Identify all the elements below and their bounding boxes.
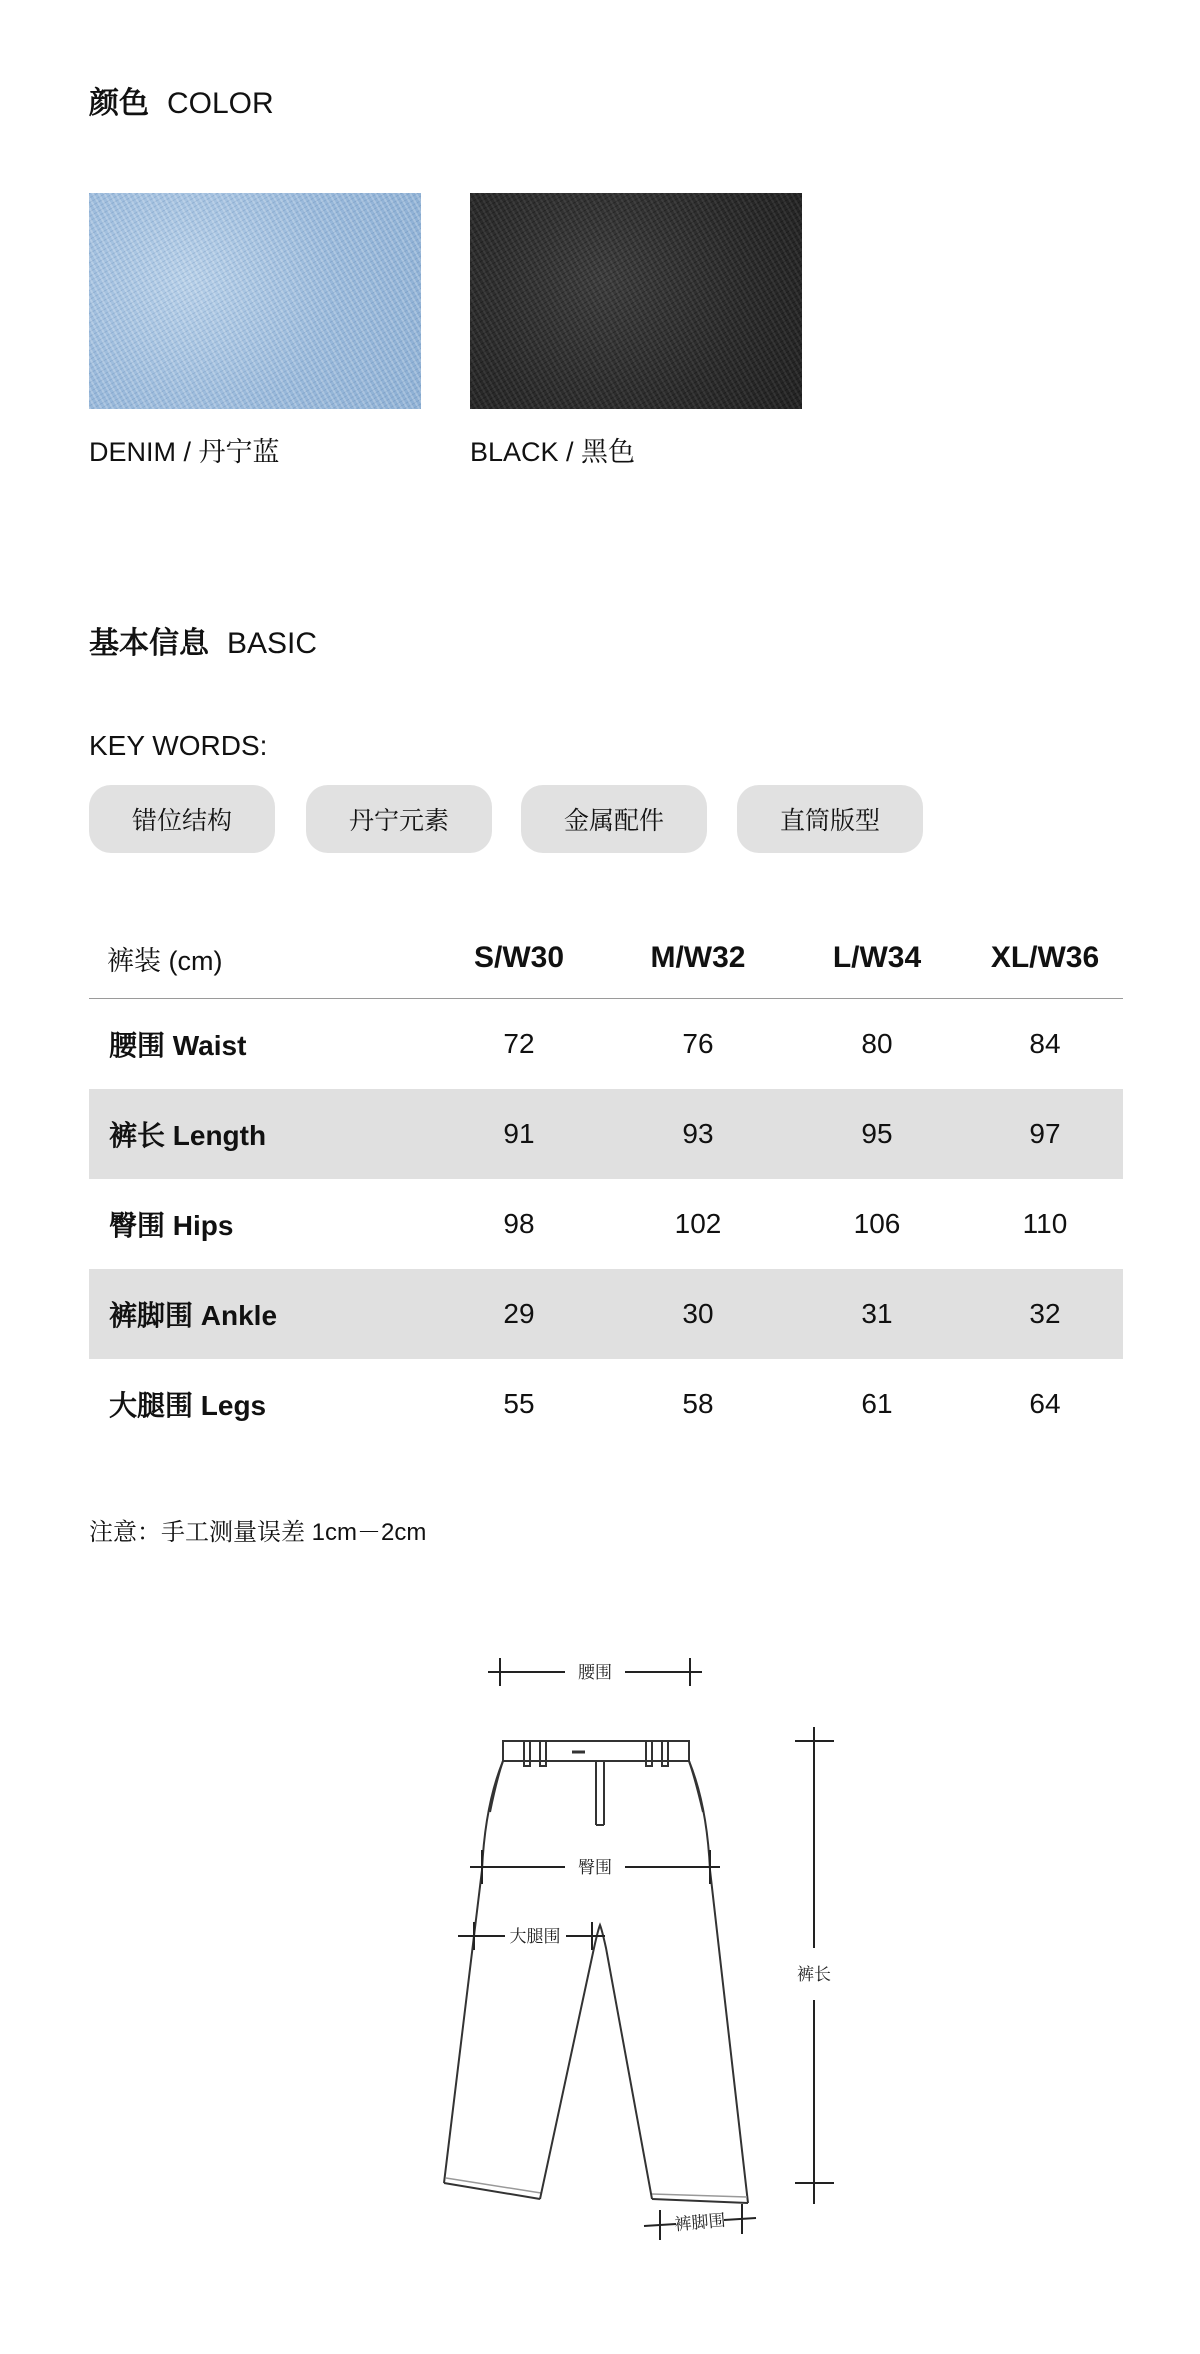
row-label: 臀围 Hips xyxy=(109,1210,234,1241)
cell-value: 98 xyxy=(503,1208,535,1239)
cell-value: 32 xyxy=(967,1269,1123,1359)
cell-value: 97 xyxy=(967,1089,1123,1179)
hips-label: 臀围 xyxy=(578,1858,612,1877)
basic-title-en: BASIC xyxy=(227,627,318,660)
cell-value: 64 xyxy=(1029,1388,1061,1419)
cell-value: 30 xyxy=(609,1269,787,1359)
color-title-en: COLOR xyxy=(167,87,274,120)
cell-value: 55 xyxy=(503,1388,535,1419)
ankle-label: 裤脚围 xyxy=(673,2210,727,2235)
keyword-chip: 丹宁元素 xyxy=(306,785,492,853)
cell-value: 106 xyxy=(853,1208,901,1239)
black-swatch-label: BLACK / 黑色 xyxy=(470,437,636,467)
keyword-chip: 直筒版型 xyxy=(737,785,923,853)
denim-swatch-label: DENIM / 丹宁蓝 xyxy=(89,437,280,467)
cell-value: 31 xyxy=(787,1269,967,1359)
size-header: M/W32 xyxy=(609,918,787,999)
keyword-chip: 错位结构 xyxy=(89,785,275,853)
cell-value: 102 xyxy=(674,1208,722,1239)
row-label: 裤长 Length xyxy=(89,1089,429,1179)
color-title-cn: 颜色 xyxy=(89,87,149,120)
keyword-chip: 金属配件 xyxy=(521,785,707,853)
cell-value: 72 xyxy=(503,1028,535,1059)
size-header: S/W30 xyxy=(429,918,609,999)
row-label: 裤脚围 Ankle xyxy=(89,1269,429,1359)
cell-value: 95 xyxy=(787,1089,967,1179)
row-label: 腰围 Waist xyxy=(109,1030,247,1061)
size-table-corner: 裤装 (cm) xyxy=(89,918,429,999)
basic-title-cn: 基本信息 xyxy=(89,627,209,660)
length-label: 裤长 xyxy=(797,1965,831,1984)
measurement-labels xyxy=(510,1663,832,2234)
size-header: XL/W36 xyxy=(967,918,1123,999)
pants-outline xyxy=(444,1741,748,2203)
cell-value: 93 xyxy=(609,1089,787,1179)
cell-value: 58 xyxy=(682,1388,714,1419)
cell-value: 76 xyxy=(682,1028,714,1059)
legs-label: 大腿围 xyxy=(509,1927,561,1946)
waist-label: 腰围 xyxy=(578,1663,612,1682)
keywords-title: KEY WORDS: xyxy=(89,730,268,761)
measurement-note: 注意：手工测量误差 1cm－2cm xyxy=(89,1519,427,1546)
cell-value: 80 xyxy=(861,1028,893,1059)
cell-value: 84 xyxy=(1029,1028,1061,1059)
cell-value: 91 xyxy=(429,1089,609,1179)
cell-value: 61 xyxy=(861,1388,893,1419)
row-label: 大腿围 Legs xyxy=(109,1390,267,1421)
size-header: L/W34 xyxy=(787,918,967,999)
cell-value: 110 xyxy=(1022,1208,1068,1239)
cell-value: 29 xyxy=(429,1269,609,1359)
